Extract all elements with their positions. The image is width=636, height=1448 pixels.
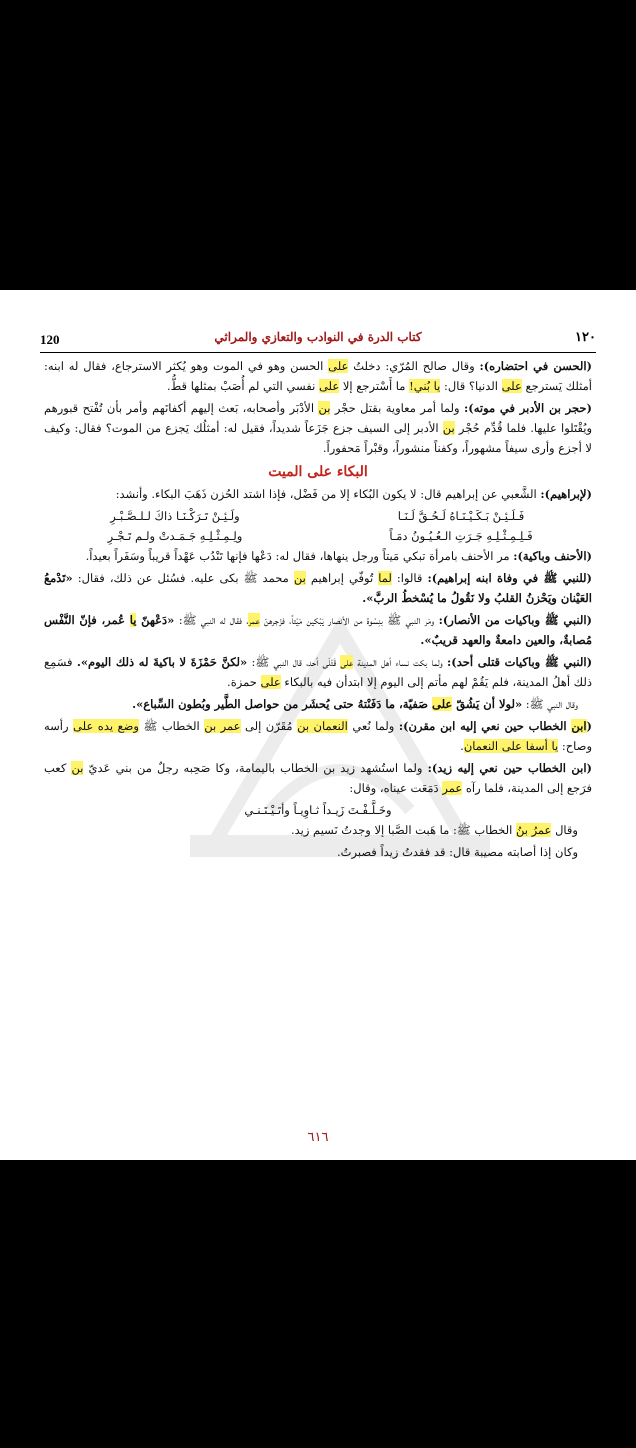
paragraph-prophet-ibrahim: (للنبي ﷺ في وفاة ابنه إبراهيم): قالوا: لما تُوفّي إبراهيم بن محمد ﷺ بكى عليه. فسُئل عن ذلك، فقال: «تَدْمعُ العَيْنان ويَحْزنُ القلبُ ولا نَقُولُ ما يُسْخطُ الربَّ».	[44, 571, 592, 605]
paragraph-uhud: (النبي ﷺ وباكيات قتلى أحد): ولما بكت نساء أهل المدينة على قَتْلَى أحد، قال النبي ﷺ: «لكنَّ حَمْزَةَ لا باكيةَ له ذلك اليوم». فسَمِع ذلك أهلُ المدينة، فلم يَقُمْ لهم مأتم إلى اليوم إلا ابتدأن فيه بالبكاء على حمزة.	[44, 655, 593, 689]
paragraph-zayd: (ابن الخطاب حين نعي إليه زيد): ولما استُشهد زيد بن الخطاب باليمامة، وكا صَحِبه رجلٌ من بني عَديّ بن كعب فرَجع إلى المدينة، فلما رآه عمر دَمَعَت عيناه، وقال:	[44, 761, 592, 795]
paragraph-safiyya: وقال النبي ﷺ: «لولا أن يَشُقّ على صَفيّة، ما دَفَنْتهُ حتى يُحشَر من حواصل الطَّير وبُطون السِّباع».	[132, 697, 578, 711]
page-number-arabic: ١٢٠	[575, 330, 596, 345]
page-number-latin: 120	[40, 332, 60, 347]
book-page	[0, 290, 636, 1160]
footer-page-number: ٦١٦	[307, 1130, 329, 1145]
verse-line-1: فَـلَـئِـنْ بَـكَـيْـنَـاهُ لَـحُـقَّ لَـنَـا ولَـئِـنْ تَـرَكْـنَـا ذاكَ لـلـصَّـبْـرِ	[110, 509, 525, 523]
paragraph-umar-saba: وقال عمرُ بنُ الخطاب ﷺ: ما هَبت الصَّبا إلا وجدتُ نَسيم زيد.	[290, 823, 578, 837]
verse-line-2: فَـلِـمِـثْـلِـهِ جَـرَتِ الـعُـيُـونُ دمَـاً ولِـمِـثْـلِـهِ جَـمَـدتْ ولـم تَـجْـرِ	[107, 529, 533, 543]
section-heading: البكاء على الميت	[268, 464, 368, 480]
page-body	[44, 356, 592, 864]
paragraph-ansar: (النبي ﷺ وباكيات من الأنصار): ومَر النبي ﷺ بنِسْوة من الأنصار يَبْكين مَيْتاً، فزَجرهنّ عمر، فقال له النبي ﷺ: «دَعْهنّ يا عُمر، فإنّ النَّفْس مُصابةٌ، والعين دامعةٌ والعهد قريبٌ».	[44, 613, 592, 647]
verse-line-3: وخَـلَّـفْـتَ زَيـداً ثـاوِيـاً وأتَـيْـتَـنـي	[244, 803, 392, 817]
page-header	[40, 330, 596, 353]
paragraph-ahnaf: (الأحنف وباكية): مر الأحنف بامرأة تبكي مَيتاً ورجل ينهاها، فقال له: دَعْها فإنها تَنْدُب عَهْداً قريباً وسَفَراً بعيداً.	[85, 549, 592, 563]
paragraph-ibrahim: (لإبراهيم): الشَّعبي عن إبراهيم قال: لا يكون البُكاء إلا من فَضْل، فإذا اشتد الحُزن ذَهَبَ البكاء. وأنشد:	[115, 487, 592, 501]
paragraph-musiba: وكان إذا أصابته مصيبة قال: قد فقدتُ زيداً فصبرتُ.	[337, 845, 578, 859]
book-title: كتاب الدرة في النوادب والتعازي والمراثي	[214, 330, 422, 344]
paragraph-ibn-muqarrin: (ابن الخطاب حين نعي إليه ابن مقرن): ولما نُعي النعمان بن مُقَرّن إلى عمر بن الخطاب ﷺ وضع يده على رأسه وصاح: يا أسفا على النعمان.	[44, 719, 592, 753]
paragraph-hasan: (الحسن في احتضاره): وقال صالح المُرّي: دخلتُ على الحسن وهو في الموت وهو يُكثر الاسترجاع، فقال له ابنه: أمثلك يَسترجع على الدنيا؟ قال: يا بُني! ما أَسْترجع إلا على نفسي التي لم أُصَبْ بمثلها قطُّ.	[44, 359, 592, 393]
paragraph-hujr: (حجر بن الأدبر في موته): ولما أمر معاوية بقتل حجْر بن الأدْبَر وأصحابه، بَعث إليهم أكفانَهم وأمر بأن تُفْتح قبورهم ويُقْتَلوا عليها. فلما قُدِّم حُجْر بن الأدبر إلى السيف جزع جَزَعاً شديداً، فقيل له: أمثلُك يَجزع من الموت؟ فقال: وكيف لا أجزع وأرى سيفاً مشهوراً، وكفناً منشوراً، وقبْراً مَحفوراً.	[44, 401, 592, 455]
